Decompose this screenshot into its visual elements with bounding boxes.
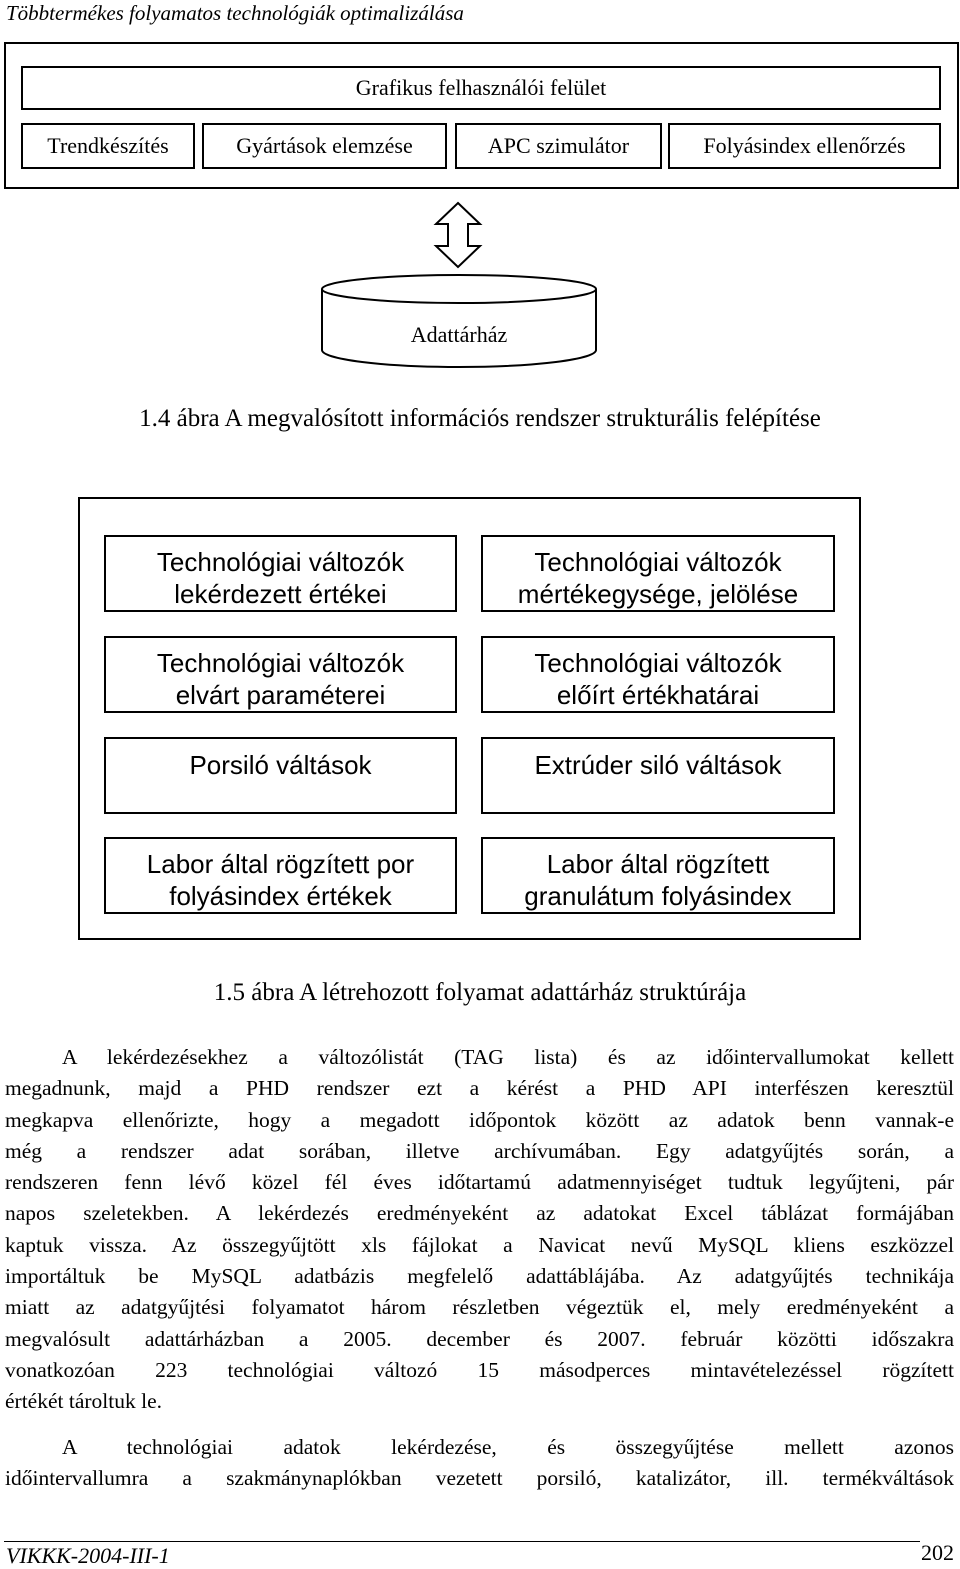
paragraph-1-line: miatt az adatgyűjtési folyamatot három részletben végeztük el, mely eredményeként a [5, 1295, 954, 1320]
cell-granulate-flow-index-line1: Labor által rögzített [546, 849, 770, 879]
cell-prescribed-limits-line2: előírt értékhatárai [556, 680, 760, 710]
footer-rule [4, 1541, 920, 1542]
double-vertical-arrow-icon [428, 200, 488, 270]
paragraph-1-line: rendszeren fenn lévő közel fél éves időtartamú adatmennyiséget tudtuk legyűjteni, pár [5, 1170, 954, 1195]
module-trend-box [21, 123, 195, 169]
paragraph-1-line: megvalósult adattárházban a 2005. december és 2007. február közötti időszakra [5, 1326, 954, 1351]
paragraph-1-line: értékét tároltuk le. [5, 1389, 162, 1414]
cell-extruder-silo-changes-label: Extrúder siló váltások [534, 750, 782, 780]
cell-granulate-flow-index-line2: granulátum folyásindex [524, 881, 792, 911]
gui-label: Grafikus felhasználói felület [355, 75, 607, 100]
figure-1-5-caption: 1.5 ábra A létrehozott folyamat adattárház struktúrája [213, 979, 747, 1006]
cell-queried-values-line2: lekérdezett értékei [174, 579, 387, 609]
paragraph-1-line: megadnunk, majd a PHD rendszer ezt a kérést a PHD API interfészen keresztül [5, 1076, 954, 1101]
module-production-analysis-box [202, 123, 447, 169]
paragraph-2-line: A technológiai adatok lekérdezése, és összegyűjtése mellett azonos [62, 1435, 954, 1459]
cell-granulate-flow-index [481, 837, 835, 914]
cell-expected-parameters-line2: elvárt paraméterei [175, 680, 386, 710]
paragraph-1-line: napos szeletekben. A lekérdezés eredményeként az adatokat Excel táblázat formájában [5, 1201, 954, 1226]
cell-units-notation [481, 535, 835, 612]
cell-queried-values [104, 535, 457, 612]
module-apc-simulator-box [455, 123, 662, 169]
module-production-analysis-label: Gyártások elemzése [236, 133, 413, 158]
paragraph-1-line: A lekérdezésekhez a változólistát (TAG lista) és az időintervallumokat kellett [62, 1045, 954, 1069]
module-apc-simulator-label: APC szimulátor [487, 133, 630, 158]
cell-units-notation-line1: Technológiai változók [534, 547, 782, 577]
paragraph-1-line: kaptuk vissza. Az összegyűjtött xls fájlokat a Navicat nevű MySQL kliens eszközzel [5, 1232, 954, 1257]
cell-powder-flow-index-line2: folyásindex értékek [169, 881, 392, 911]
paragraph-1-line: vonatkozóan 223 technológiai változó 15 másodperces mintavételezéssel rögzített [5, 1357, 954, 1382]
cell-powder-silo-changes [104, 737, 457, 814]
paragraph-1-line: importáltuk be MySQL adatbázis megfelelő adattáblájába. Az adatgyűjtés technikája [5, 1264, 954, 1289]
module-trend-label: Trendkészítés [47, 133, 169, 158]
cell-expected-parameters-line1: Technológiai változók [156, 648, 405, 678]
cell-queried-values-line1: Technológiai változók [156, 547, 405, 577]
cell-powder-flow-index [104, 837, 457, 914]
cell-powder-silo-changes-label: Porsiló váltások [189, 750, 372, 780]
database-label: Adattárház [410, 322, 508, 347]
module-flow-index-box [668, 123, 941, 169]
page-number: 202 [921, 1540, 954, 1565]
cell-prescribed-limits-line1: Technológiai változók [534, 648, 782, 678]
cell-expected-parameters [104, 636, 457, 713]
gui-box [21, 66, 941, 110]
body-paragraph-2 [5, 1432, 954, 1495]
running-header: Többtermékes folyamatos technológiák optimalizálása [6, 1, 464, 25]
paragraph-1-line: megkapva ellenőrizte, hogy a megadott időpontok között az adatok benn vannak-e [5, 1107, 954, 1132]
footer-project-code: VIKKK-2004-III-1 [6, 1543, 170, 1568]
module-flow-index-label: Folyásindex ellenőrzés [703, 133, 906, 158]
figure-1-4-caption: 1.4 ábra A megvalósított információs rendszer strukturális felépítése [139, 405, 821, 432]
body-paragraph-1 [5, 1042, 954, 1418]
cell-units-notation-line2: mértékegysége, jelölése [517, 579, 799, 609]
paragraph-2-line: időintervallumra a szakmánynaplókban vezetett porsiló, katalizátor, ill. termékváltások [5, 1466, 954, 1491]
cell-extruder-silo-changes [481, 737, 835, 814]
cell-prescribed-limits [481, 636, 835, 713]
cell-powder-flow-index-line1: Labor által rögzített por [146, 849, 415, 879]
paragraph-1-line: még a rendszer adat sorában, illetve archívumában. Egy adatgyűjtés során, a [5, 1138, 954, 1163]
